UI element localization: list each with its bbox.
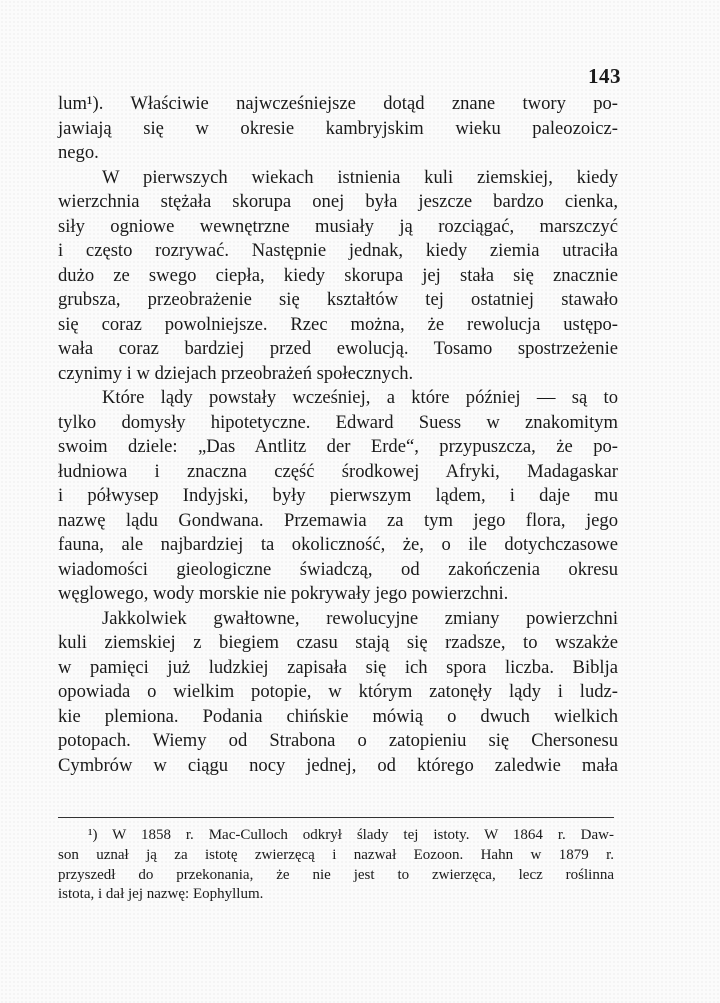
text-line: węglowego, wody morskie nie pokrywały jego powierzchni. [58,583,509,604]
text-line: lum¹). Właściwie najwcześniejsze dotąd znane twory po- [58,93,618,114]
text-line: Które lądy powstały wcześniej, a które później — są to [102,387,618,408]
text-line: się coraz powolniejsze. Rzec można, że rewolucja ustępo- [58,313,618,335]
text-line: Jakkolwiek gwałtowne, rewolucyjne zmiany powierzchni [102,607,618,629]
text-line: wała coraz bardziej przed ewolucją. Tosamo spostrzeżenie [58,338,618,359]
text-line: swoim dziele: „Das Antlitz der Erde“, przypuszcza, że po- [58,436,618,457]
text-line: fauna, ale najbardziej ta okoliczność, że, o ile dotychczasowe [58,534,618,555]
footnote-line: son uznał ją za istotę zwierzęcą i nazwał Eozoon. Hahn w 1879 r. [58,846,614,863]
text-line: jawiają się w okresie kambryjskim wieku paleozoicz- [58,117,618,139]
text-line: W pierwszych wiekach istnienia kuli ziemskiej, kiedy [102,166,618,188]
text-line: i półwysep Indyjski, były pierwszym lądem, i daje mu [58,485,618,506]
text-line: dużo ze swego ciepła, kiedy skorupa jej stała się znacznie [58,264,618,286]
text-line: nazwę lądu Gondwana. Przemawia za tym jego flora, jego [58,509,618,531]
text-line: łudniowa i znaczna część środkowej Afryki, Madagaskar [58,460,618,482]
text-line: Cymbrów w ciągu nocy jednej, od którego zaledwie mała [58,754,618,776]
body-text [58,92,618,778]
text-line: czynimy i w dziejach przeobrażeń społecznych. [58,362,414,384]
footnote-divider [58,817,614,818]
text-line: kuli ziemskiej z biegiem czasu stają się rzadsze, to wszakże [58,632,618,653]
page-number: 143 [588,64,621,88]
text-line: opowiada o wielkim potopie, w którym zatonęły lądy i ludz- [58,681,618,702]
footnote-line: przyszedł do przekonania, że nie jest to zwierzęca, lecz roślinna [58,866,614,883]
text-line: kie plemiona. Podania chińskie mówią o dwuch wielkich [58,705,618,727]
text-line: tylko domysły hipotetyczne. Edward Suess w znakomitym [58,411,618,433]
text-line: wierzchnia stężała skorupa onej była jeszcze bardzo cienka, [58,191,618,212]
text-line: siły ogniowe wewnętrzne musiały ją rozciągać, marszczyć [58,215,618,237]
text-line: nego. [58,142,99,163]
footnote-line: ¹) W 1858 r. Mac-Culloch odkrył ślady tej istoty. W 1864 r. Daw- [88,827,614,843]
text-line: potopach. Wiemy od Strabona o zatopieniu się Chersonesu [58,730,618,751]
text-line: i często rozrywać. Następnie jednak, kiedy ziemia utraciła [58,240,618,261]
footnote [58,826,614,905]
text-line: wiadomości gieologiczne świadczą, od zakończenia okresu [58,558,618,580]
footnote-line: istota, i dał jej nazwę: Eophyllum. [58,886,264,903]
text-line: w pamięci już ludzkiej zapisała się ich spora liczba. Biblja [58,656,618,678]
text-line: grubsza, przeobrażenie się kształtów tej ostatniej stawało [58,289,618,310]
